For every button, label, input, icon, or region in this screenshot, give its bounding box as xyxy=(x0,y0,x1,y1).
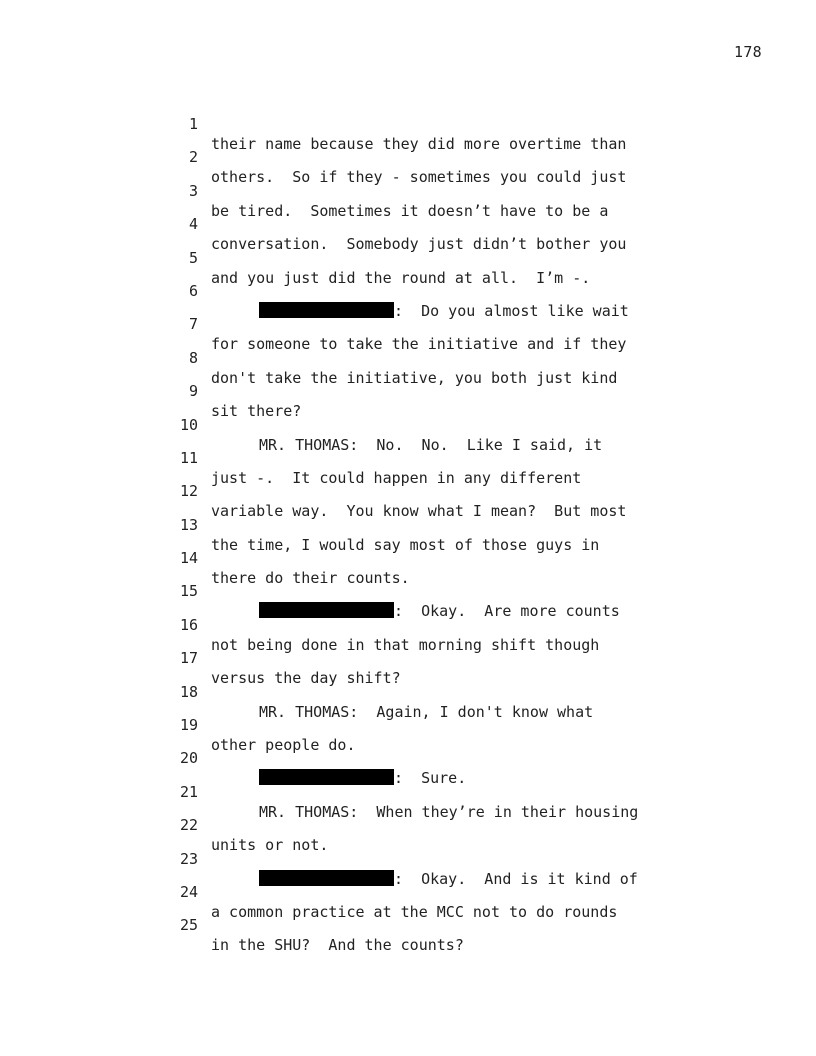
line-text: : Do you almost like wait xyxy=(394,301,629,320)
line-number: 19 xyxy=(179,716,198,735)
transcript-body xyxy=(170,94,730,955)
line-number: 2 xyxy=(188,148,198,167)
line-number: 18 xyxy=(179,682,198,701)
line-number: 6 xyxy=(188,281,198,300)
line-text: other people do. xyxy=(211,736,356,755)
line-number: 25 xyxy=(179,916,198,935)
transcript-line xyxy=(170,762,730,821)
transcript-line xyxy=(170,261,730,320)
line-text: variable way. You know what I mean? But most xyxy=(211,502,627,521)
line-number: 13 xyxy=(179,515,198,534)
line-number: 12 xyxy=(179,482,198,501)
line-number: 3 xyxy=(188,181,198,200)
line-number: 1 xyxy=(188,115,198,133)
line-number: 14 xyxy=(179,549,198,568)
line-number: 17 xyxy=(179,649,198,668)
line-number: 5 xyxy=(188,248,198,267)
transcript-line xyxy=(170,495,730,554)
line-text: MR. THOMAS: When they’re in their housing xyxy=(259,802,639,821)
transcript-line xyxy=(170,428,730,487)
transcript-line xyxy=(170,662,730,721)
transcript-line xyxy=(170,595,730,654)
transcript-line xyxy=(170,862,730,921)
transcript-line xyxy=(170,328,730,387)
line-text: don't take the initiative, you both just kind xyxy=(211,368,618,387)
transcript-line xyxy=(170,127,730,187)
line-number: 24 xyxy=(179,882,198,901)
line-number: 16 xyxy=(179,615,198,634)
line-text: versus the day shift? xyxy=(211,669,401,688)
transcript-line xyxy=(170,628,730,688)
transcript-line xyxy=(170,228,730,287)
line-number: 8 xyxy=(188,348,198,367)
line-text: for someone to take the initiative and if they xyxy=(211,335,627,354)
line-number: 20 xyxy=(179,749,198,768)
transcript-line xyxy=(170,361,730,421)
line-number: 22 xyxy=(179,816,198,835)
line-text: sit there? xyxy=(211,402,302,421)
transcript-line xyxy=(170,829,730,888)
transcript-line xyxy=(170,161,730,220)
line-number: 21 xyxy=(179,782,198,801)
line-number: 7 xyxy=(188,315,198,334)
line-number: 4 xyxy=(188,215,198,234)
line-text: in the SHU? And the counts? xyxy=(211,936,464,955)
line-text: conversation. Somebody just didn’t bother you xyxy=(211,235,627,254)
line-text: just -. It could happen in any different xyxy=(211,468,582,487)
line-text: not being done in that morning shift though xyxy=(211,635,600,654)
transcript-line xyxy=(170,528,730,588)
line-number: 10 xyxy=(179,415,198,434)
transcript-line xyxy=(170,94,730,153)
transcript-line xyxy=(170,895,730,955)
line-text: : Okay. And is it kind of xyxy=(394,869,638,888)
line-text: MR. THOMAS: No. No. Like I said, it xyxy=(259,435,603,454)
line-text: : Sure. xyxy=(394,769,467,788)
transcript-line xyxy=(170,294,730,354)
transcript-line xyxy=(170,461,730,521)
line-text: MR. THOMAS: Again, I don't know what xyxy=(259,702,594,721)
line-text: units or not. xyxy=(211,836,329,855)
transcript-line xyxy=(170,561,730,621)
transcript-line xyxy=(170,695,730,755)
line-number: 11 xyxy=(179,448,198,467)
line-number: 9 xyxy=(188,382,198,401)
line-text: the time, I would say most of those guys in xyxy=(211,535,600,554)
line-text: their name because they did more overtime than xyxy=(211,135,627,153)
line-text: there do their counts. xyxy=(211,569,410,588)
line-number: 15 xyxy=(179,582,198,601)
transcript-line xyxy=(170,728,730,788)
transcript-line xyxy=(170,395,730,454)
line-text: and you just did the round at all. I’m -. xyxy=(211,268,591,287)
transcript-line xyxy=(170,795,730,855)
line-text: others. So if they - sometimes you could just xyxy=(211,168,627,187)
line-text: a common practice at the MCC not to do rounds xyxy=(211,902,618,921)
line-number: 23 xyxy=(179,849,198,868)
line-text: be tired. Sometimes it doesn’t have to be a xyxy=(211,201,609,220)
line-text: : Okay. Are more counts xyxy=(394,602,620,621)
transcript-line xyxy=(170,194,730,254)
page-number: 178 xyxy=(734,43,762,61)
